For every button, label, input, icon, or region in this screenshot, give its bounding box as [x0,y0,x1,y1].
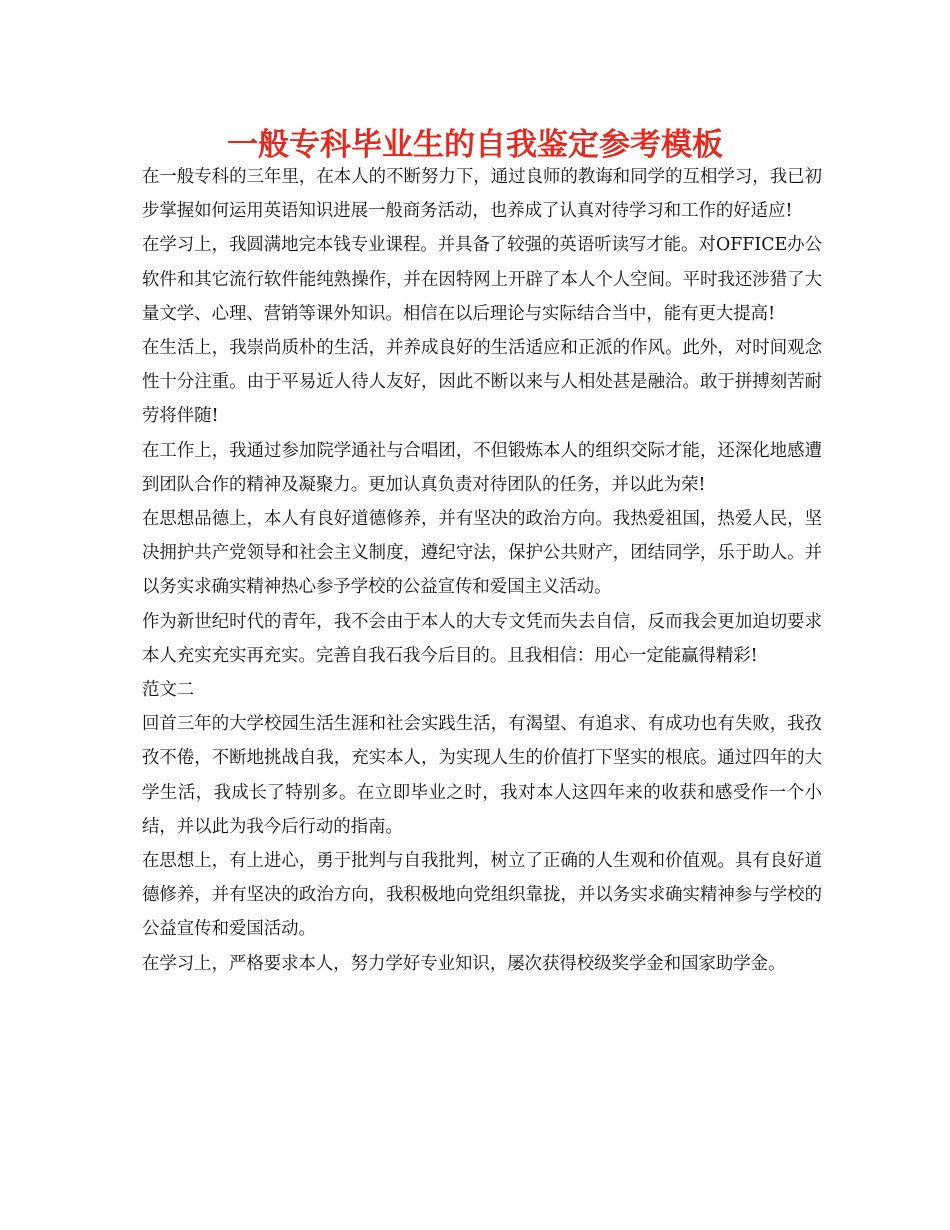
paragraph-7: 回首三年的大学校园生活生涯和社会实践生活，有渴望、有追求、有成功也有失败，我孜孜不倦，不断地挑战自我，充实本人，为实现人生的价值打下坚实的根底。通过四年的大学生活，我成长了特别多。在立即毕业之时，我对本人这四年来的收获和感受作一个小结，并以此为我今后行动的指南。 [142,714,822,837]
paragraph-9: 在学习上，严格要求本人，努力学好专业知识，屡次获得校级奖学金和国家助学金。 [142,953,786,974]
paragraph-5: 在思想品德上，本人有良好道德修养，并有坚决的政治方向。我热爱祖国，热爱人民，坚决拥护共产党领导和社会主义制度，遵纪守法，保护公共财产，团结同学，乐于助人。并以务实求确实精神热心参予学校的公益宣传和爱国主义活动。 [142,509,822,598]
paragraph-6: 作为新世纪时代的青年，我不会由于本人的大专文凭而失去自信，反而我会更加迫切要求本人充实充实再充实。完善自我石我今后目的。且我相信：用心一定能赢得精彩! [142,611,822,666]
paragraph-3: 在生活上，我崇尚质朴的生活，并养成良好的生活适应和正派的作风。此外，对时间观念性十分注重。由于平易近人待人友好，因此不断以来与人相处甚是融洽。敢于拼搏刻苦耐劳将伴随! [142,338,822,427]
paragraph-8: 在思想上，有上进心，勇于批判与自我批判，树立了正确的人生观和价值观。具有良好道德修养，并有坚决的政治方向，我积极地向党组织靠拢，并以务实求确实精神参与学校的公益宣传和爱国活动。 [142,851,822,940]
paragraph-2: 在学习上，我圆满地完本钱专业课程。并具备了较强的英语听读写才能。对OFFICE办公软件和其它流行软件能纯熟操作，并在因特网上开辟了本人个人空间。平时我还涉猎了大量文学、心理、营销等课外知识。相信在以后理论与实际结合当中，能有更大提高! [142,235,822,324]
document-body [142,160,822,981]
paragraph-1: 在一般专科的三年里，在本人的不断努力下，通过良师的教诲和同学的互相学习，我已初步掌握如何运用英语知识进展一般商务活动，也养成了认真对待学习和工作的好适应! [142,167,822,222]
paragraph-4: 在工作上，我通过参加院学通社与合唱团，不但锻炼本人的组织交际才能，还深化地感遭到团队合作的精神及凝聚力。更加认真负责对待团队的任务，并以此为荣! [142,440,822,495]
document-title: 一般专科毕业生的自我鉴定参考模板 [227,127,723,163]
section-heading-example-two: 范文二 [142,680,195,701]
